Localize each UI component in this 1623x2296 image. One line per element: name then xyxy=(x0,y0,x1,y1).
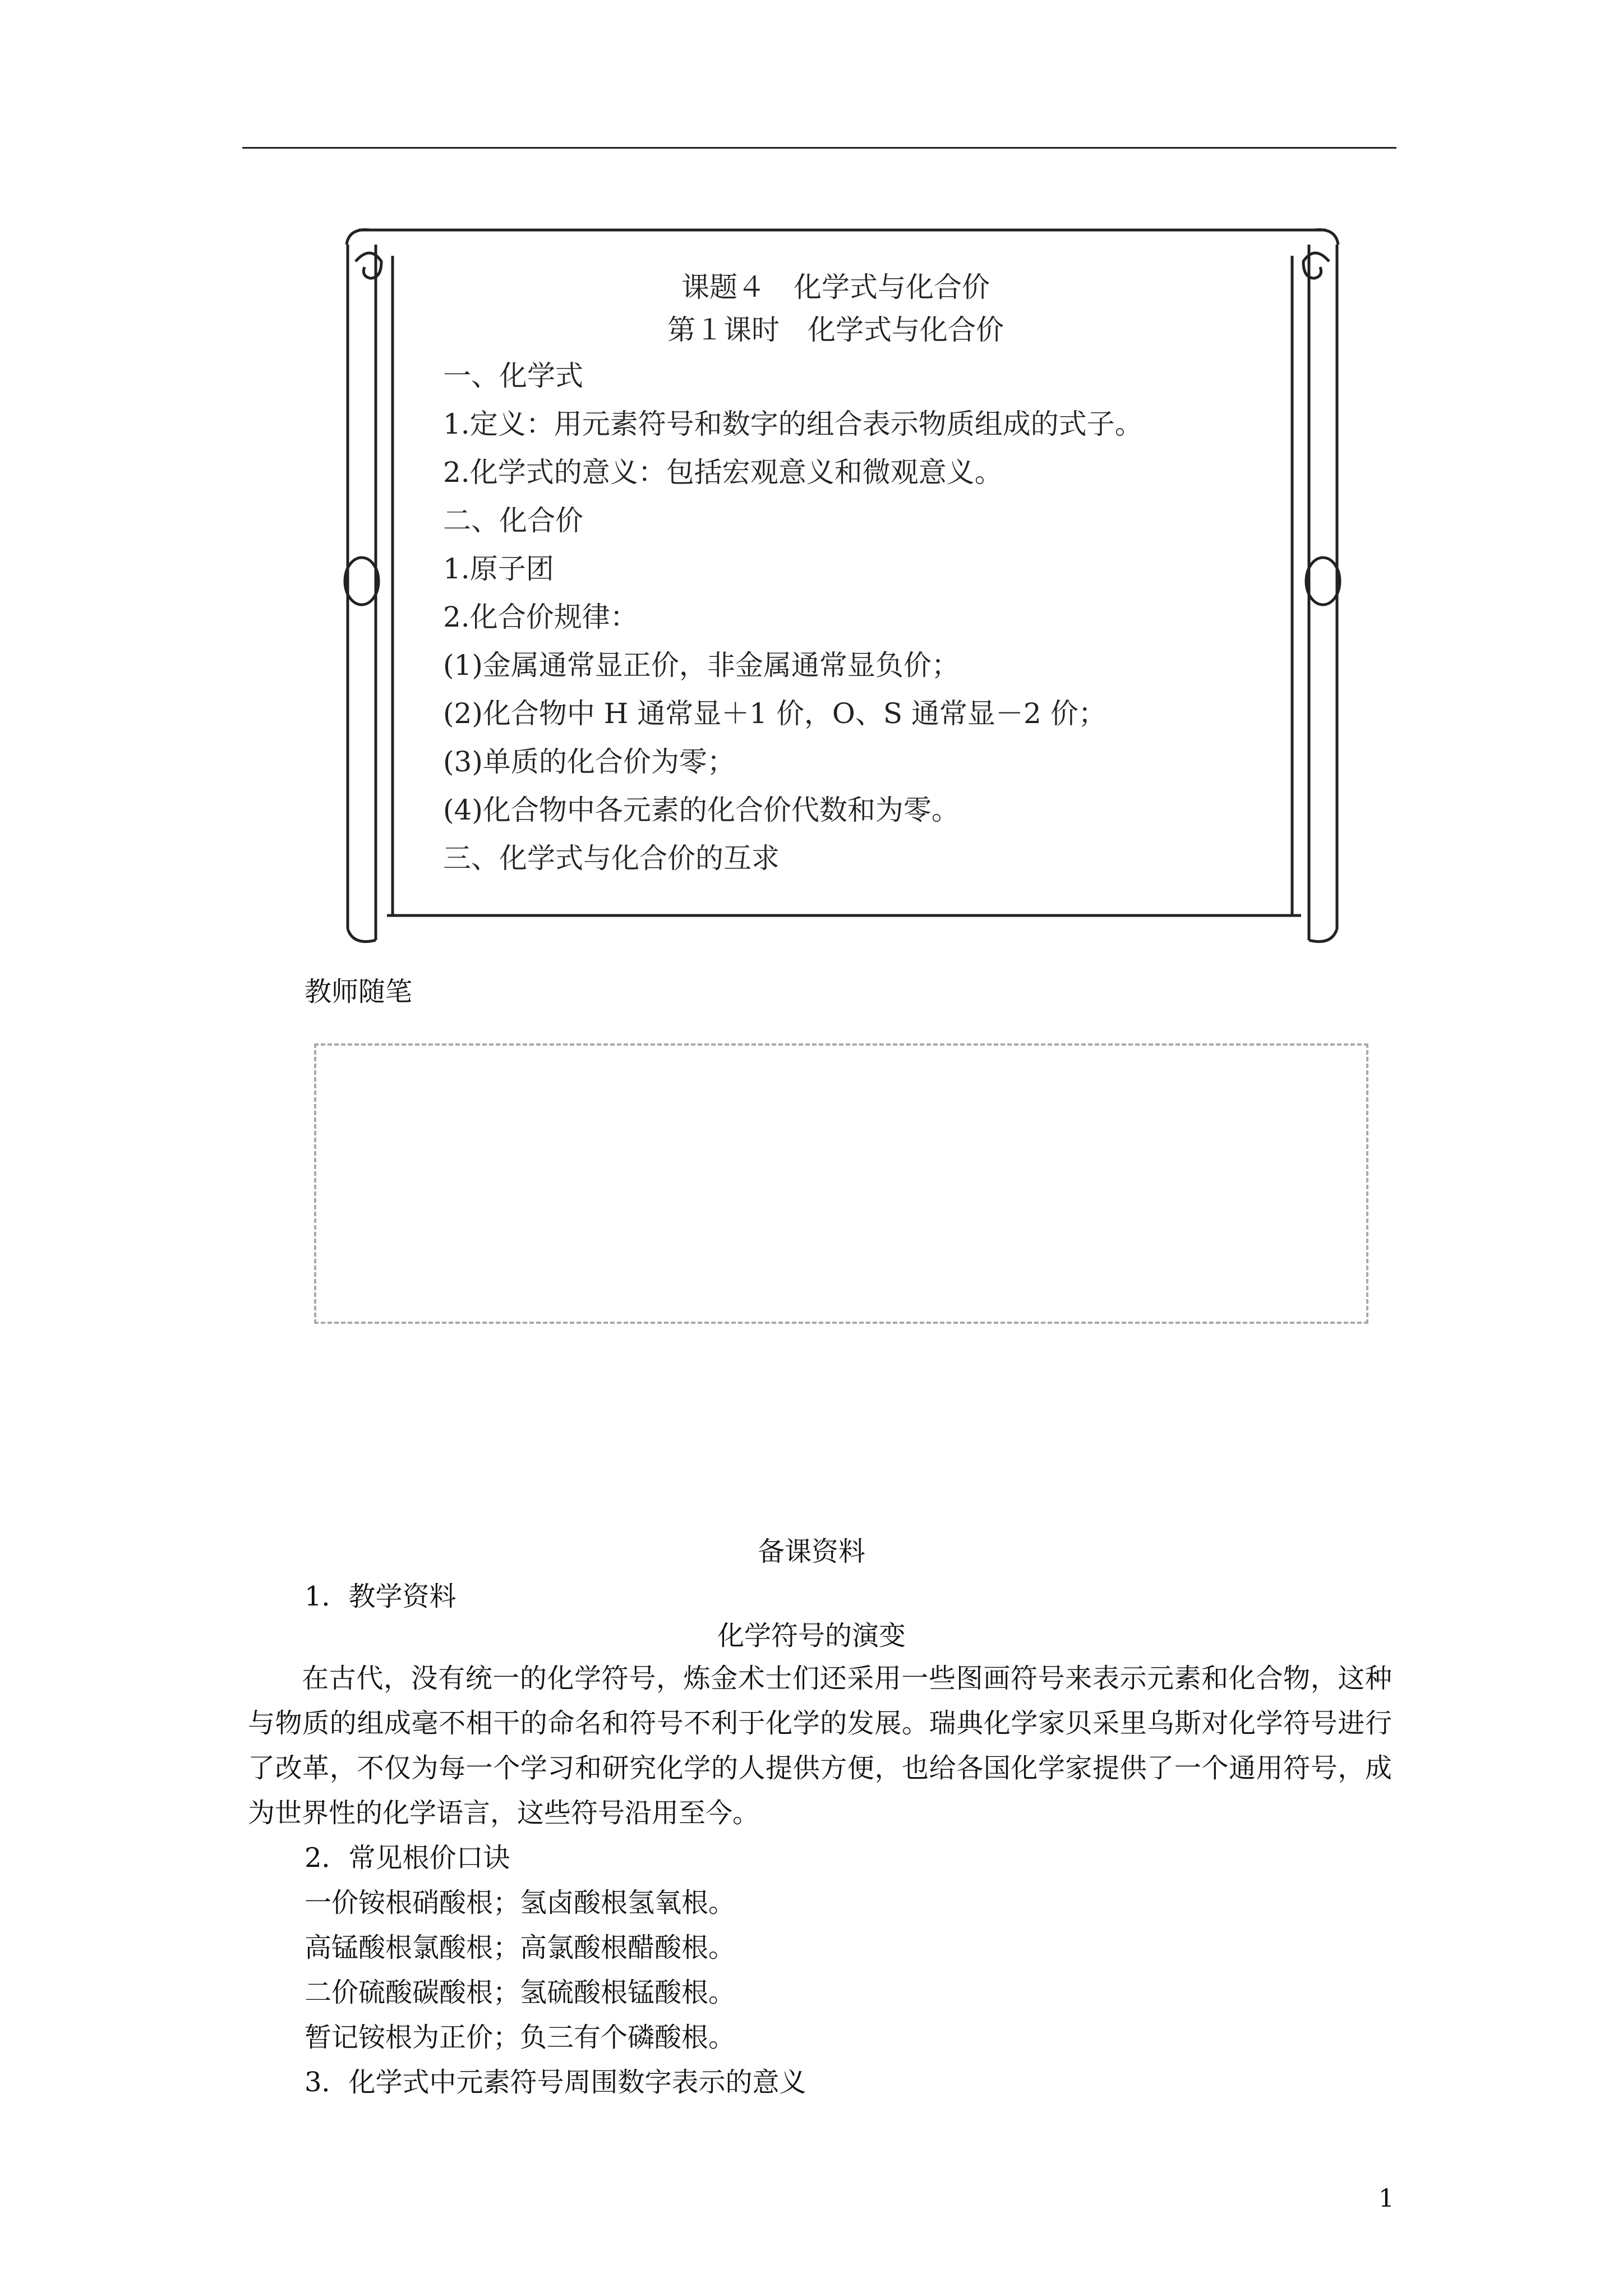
rhyme-line: 二价硫酸碳酸根；氢硫酸根锰酸根。 xyxy=(305,1977,736,2008)
outline-line: 2.化合价规律： xyxy=(443,601,638,633)
outline-line: 1.定义：用元素符号和数字的组合表示物质组成的式子。 xyxy=(443,408,1143,440)
prep-item-2: 2．常见根价口诀 xyxy=(305,1842,510,1874)
rhyme-line: 暂记铵根为正价；负三有个磷酸根。 xyxy=(305,2022,736,2053)
teacher-notes-box[interactable] xyxy=(314,1043,1368,1324)
outline-line: (1)金属通常显正价，非金属通常显负价； xyxy=(443,649,960,682)
outline-line: 1.原子团 xyxy=(443,553,554,585)
outline-line: (3)单质的化合价为零； xyxy=(443,746,735,778)
outline-line: 一、化学式 xyxy=(443,360,583,392)
article-paragraph: 在古代，没有统一的化学符号，炼金术士们还采用一些图画符号来表示元素和化合物，这种与物质的组成毫不相干的命名和符号不利于化学的发展。瑞典化学家贝采里乌斯对化学符号进行了改革，不仅为每一个学习和研究化学的人提供方便，也给各国化学家提供了一个通用符号，成为世界性的化学语言，这些符号沿用至今。 xyxy=(248,1663,1392,1829)
outline-line: 三、化学式与化合价的互求 xyxy=(443,842,780,875)
scroll-box xyxy=(336,222,1348,957)
lesson-title: 课题４ 化学式与化合价 xyxy=(681,271,990,303)
header-rule xyxy=(242,147,1396,149)
outline-line: (2)化合物中 H 通常显＋1 价，O、S 通常显－2 价； xyxy=(443,697,1106,730)
rhyme-line: 高锰酸根氯酸根；高氯酸根醋酸根。 xyxy=(305,1932,736,1963)
article-title: 化学符号的演变 xyxy=(717,1620,906,1651)
outline-line: 二、化合价 xyxy=(443,504,583,537)
page-number: 1 xyxy=(1378,2184,1394,2213)
teacher-notes-label: 教师随笔 xyxy=(305,976,413,1007)
outline-line: 2.化学式的意义：包括宏观意义和微观意义。 xyxy=(443,456,1003,489)
prep-item-1: 1．教学资料 xyxy=(305,1581,457,1612)
prep-item-3: 3．化学式中元素符号周围数字表示的意义 xyxy=(305,2067,806,2098)
rhyme-line: 一价铵根硝酸根；氢卤酸根氢氧根。 xyxy=(305,1887,736,1918)
lesson-subtitle: 第１课时 化学式与化合价 xyxy=(667,314,1004,346)
prep-section-title: 备课资料 xyxy=(757,1536,865,1567)
outline-line: (4)化合物中各元素的化合价代数和为零。 xyxy=(443,794,960,826)
